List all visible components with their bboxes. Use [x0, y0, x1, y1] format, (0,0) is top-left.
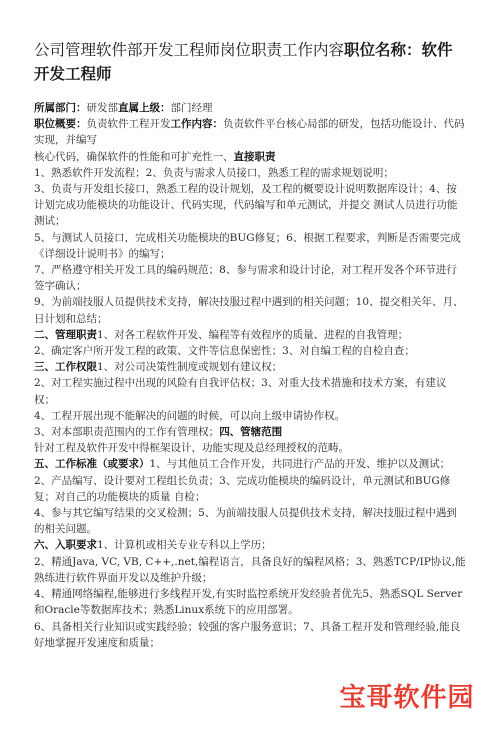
- paragraph-text: 核心代码，确保软件的性能和可扩充性一、: [34, 150, 234, 163]
- paragraph-text: 1、对公司决策性制度或规划有建议权；: [97, 361, 283, 374]
- paragraph-text: 2、对工程实施过程中出现的风险有自我评估权；3、对重大技术措施和技术方案，有建议权；: [34, 377, 447, 406]
- paragraph-text: 研发部: [86, 102, 118, 114]
- paragraph-text: 负责软件工程开发: [86, 118, 171, 131]
- paragraph-text: 1、计算机或相关专业专科以上学历；: [97, 539, 272, 552]
- paragraph-text: 7、严格遵守相关开发工具的编码规范；8、参与需求和设计讨论，对工程开发各个环节进行签字确认；: [34, 264, 457, 293]
- body-paragraph: [34, 554, 466, 586]
- bold-label: 六、入职要求: [34, 539, 97, 552]
- body-paragraph: [34, 100, 466, 116]
- paragraph-text: 5、与测试人员接口，完成相关功能模块的BUG修复；6、根据工程要求，判断是否需要完成《详细设计说明书》的编写；: [34, 231, 461, 260]
- title-bold: 职位名称：软件开发工程师: [34, 40, 453, 83]
- body-paragraph: [34, 165, 466, 181]
- body-paragraph: [34, 424, 466, 440]
- body-paragraph: [34, 408, 466, 424]
- bold-label: 直接职责: [233, 150, 276, 163]
- bold-label: 三、工作权限: [34, 361, 97, 374]
- body-paragraph: [34, 230, 466, 262]
- body-paragraph: [34, 586, 466, 618]
- body-paragraph: [34, 327, 466, 343]
- body-paragraph: [34, 149, 466, 165]
- body-paragraph: [34, 116, 466, 148]
- bold-label: 二、管理职责: [34, 328, 97, 341]
- watermark-text: 宝哥软件园: [339, 682, 475, 713]
- body-paragraph: [34, 359, 466, 375]
- bold-label: 直属上级：: [118, 102, 171, 114]
- watermark-logo: [332, 675, 482, 715]
- body-paragraph: [34, 375, 466, 407]
- body-paragraph: [34, 262, 466, 294]
- document-body: [34, 100, 466, 651]
- body-paragraph: [34, 505, 466, 537]
- title-prefix: 公司管理软件部开发工程师岗位职责工作内容: [34, 41, 345, 59]
- body-paragraph: [34, 343, 466, 359]
- body-paragraph: [34, 619, 466, 651]
- paragraph-text: 针对工程及软件开发中得框架设计，功能实现及总经理授权的范畴。: [34, 442, 349, 455]
- bold-label: 所属部门：: [34, 102, 87, 114]
- bold-label: 四、管辖范围: [219, 426, 283, 439]
- body-paragraph: [34, 181, 466, 230]
- paragraph-text: 6、具备相关行业知识或实践经验；较强的客户服务意识；7、具备工程开发和管理经验,能良好地掌握开发速度和质量；: [34, 620, 461, 649]
- paragraph-text: 2、确定客户所开发工程的政策、文件等信息保密性；3、对自编工程的自检自查；: [34, 345, 415, 358]
- body-paragraph: [34, 473, 466, 505]
- paragraph-text: 负责软件平台核心局部的研发，包括功能设计、代码实现，并编写: [34, 118, 465, 147]
- body-paragraph: [34, 537, 466, 553]
- document-title: [34, 38, 466, 86]
- paragraph-text: 1、熟悉软件开发流程；2、负责与需求人员接口，熟悉工程的需求规划说明；: [34, 166, 394, 179]
- paragraph-text: 3、对本部职责范围内的工作有管理权；: [34, 426, 220, 439]
- paragraph-text: 4、参与其它编写结果的交叉检测；5、为前端技服人员提供技术支持，解决技服过程中遇到的相关问题。: [34, 507, 457, 536]
- paragraph-text: 2、产品编写、设计要对工程组长负责；3、完成功能模块的编码设计，单元测试和BUG修复；对自己的功能模块的质量 自检；: [34, 474, 451, 503]
- body-paragraph: [34, 456, 466, 472]
- paragraph-text: 4、精通网络编程,能够进行多线程开发,有实时监控系统开发经验者优先5、熟悉SQL Server和Oracle等数据库技术；熟悉Linux系统下的应用部署。: [34, 588, 463, 617]
- paragraph-text: 9、为前端技服人员提供技术支持，解决技服过程中遇到的相关问题；10、提交相关年、月、日计划和总结；: [34, 296, 464, 325]
- paragraph-text: 部门经理: [170, 102, 213, 114]
- bold-label: 五、工作标准（或要求）: [34, 458, 150, 471]
- body-paragraph: [34, 294, 466, 326]
- paragraph-text: 1、对各工程软件开发、编程等有效程序的质量、进程的自我管理；: [97, 328, 409, 341]
- paragraph-text: 2、精通Java, VC, VB, C++,.net,编程语言，具备良好的编程风格；3、熟悉TCP/IP协议,能熟练进行软件界面开发以及维护升级；: [34, 555, 466, 584]
- bold-label: 工作内容：: [170, 118, 223, 131]
- body-paragraph: [34, 440, 466, 456]
- paragraph-text: 3、负责与开发组长接口，熟悉工程的设计规划，及工程的概要设计说明数据库设计；4、按计划完成功能模块的功能设计、代码实现，代码编写和单元测试，并提交 测试人员进行功能测试；: [34, 183, 458, 228]
- paragraph-text: 4、工程开展出现不能解决的问题的时候，可以向上级申请协作权。: [34, 409, 346, 422]
- bold-label: 职位概要：: [34, 118, 87, 131]
- paragraph-text: 1、与其他员工合作开发，共同进行产品的开发、维护以及测试；: [149, 458, 451, 471]
